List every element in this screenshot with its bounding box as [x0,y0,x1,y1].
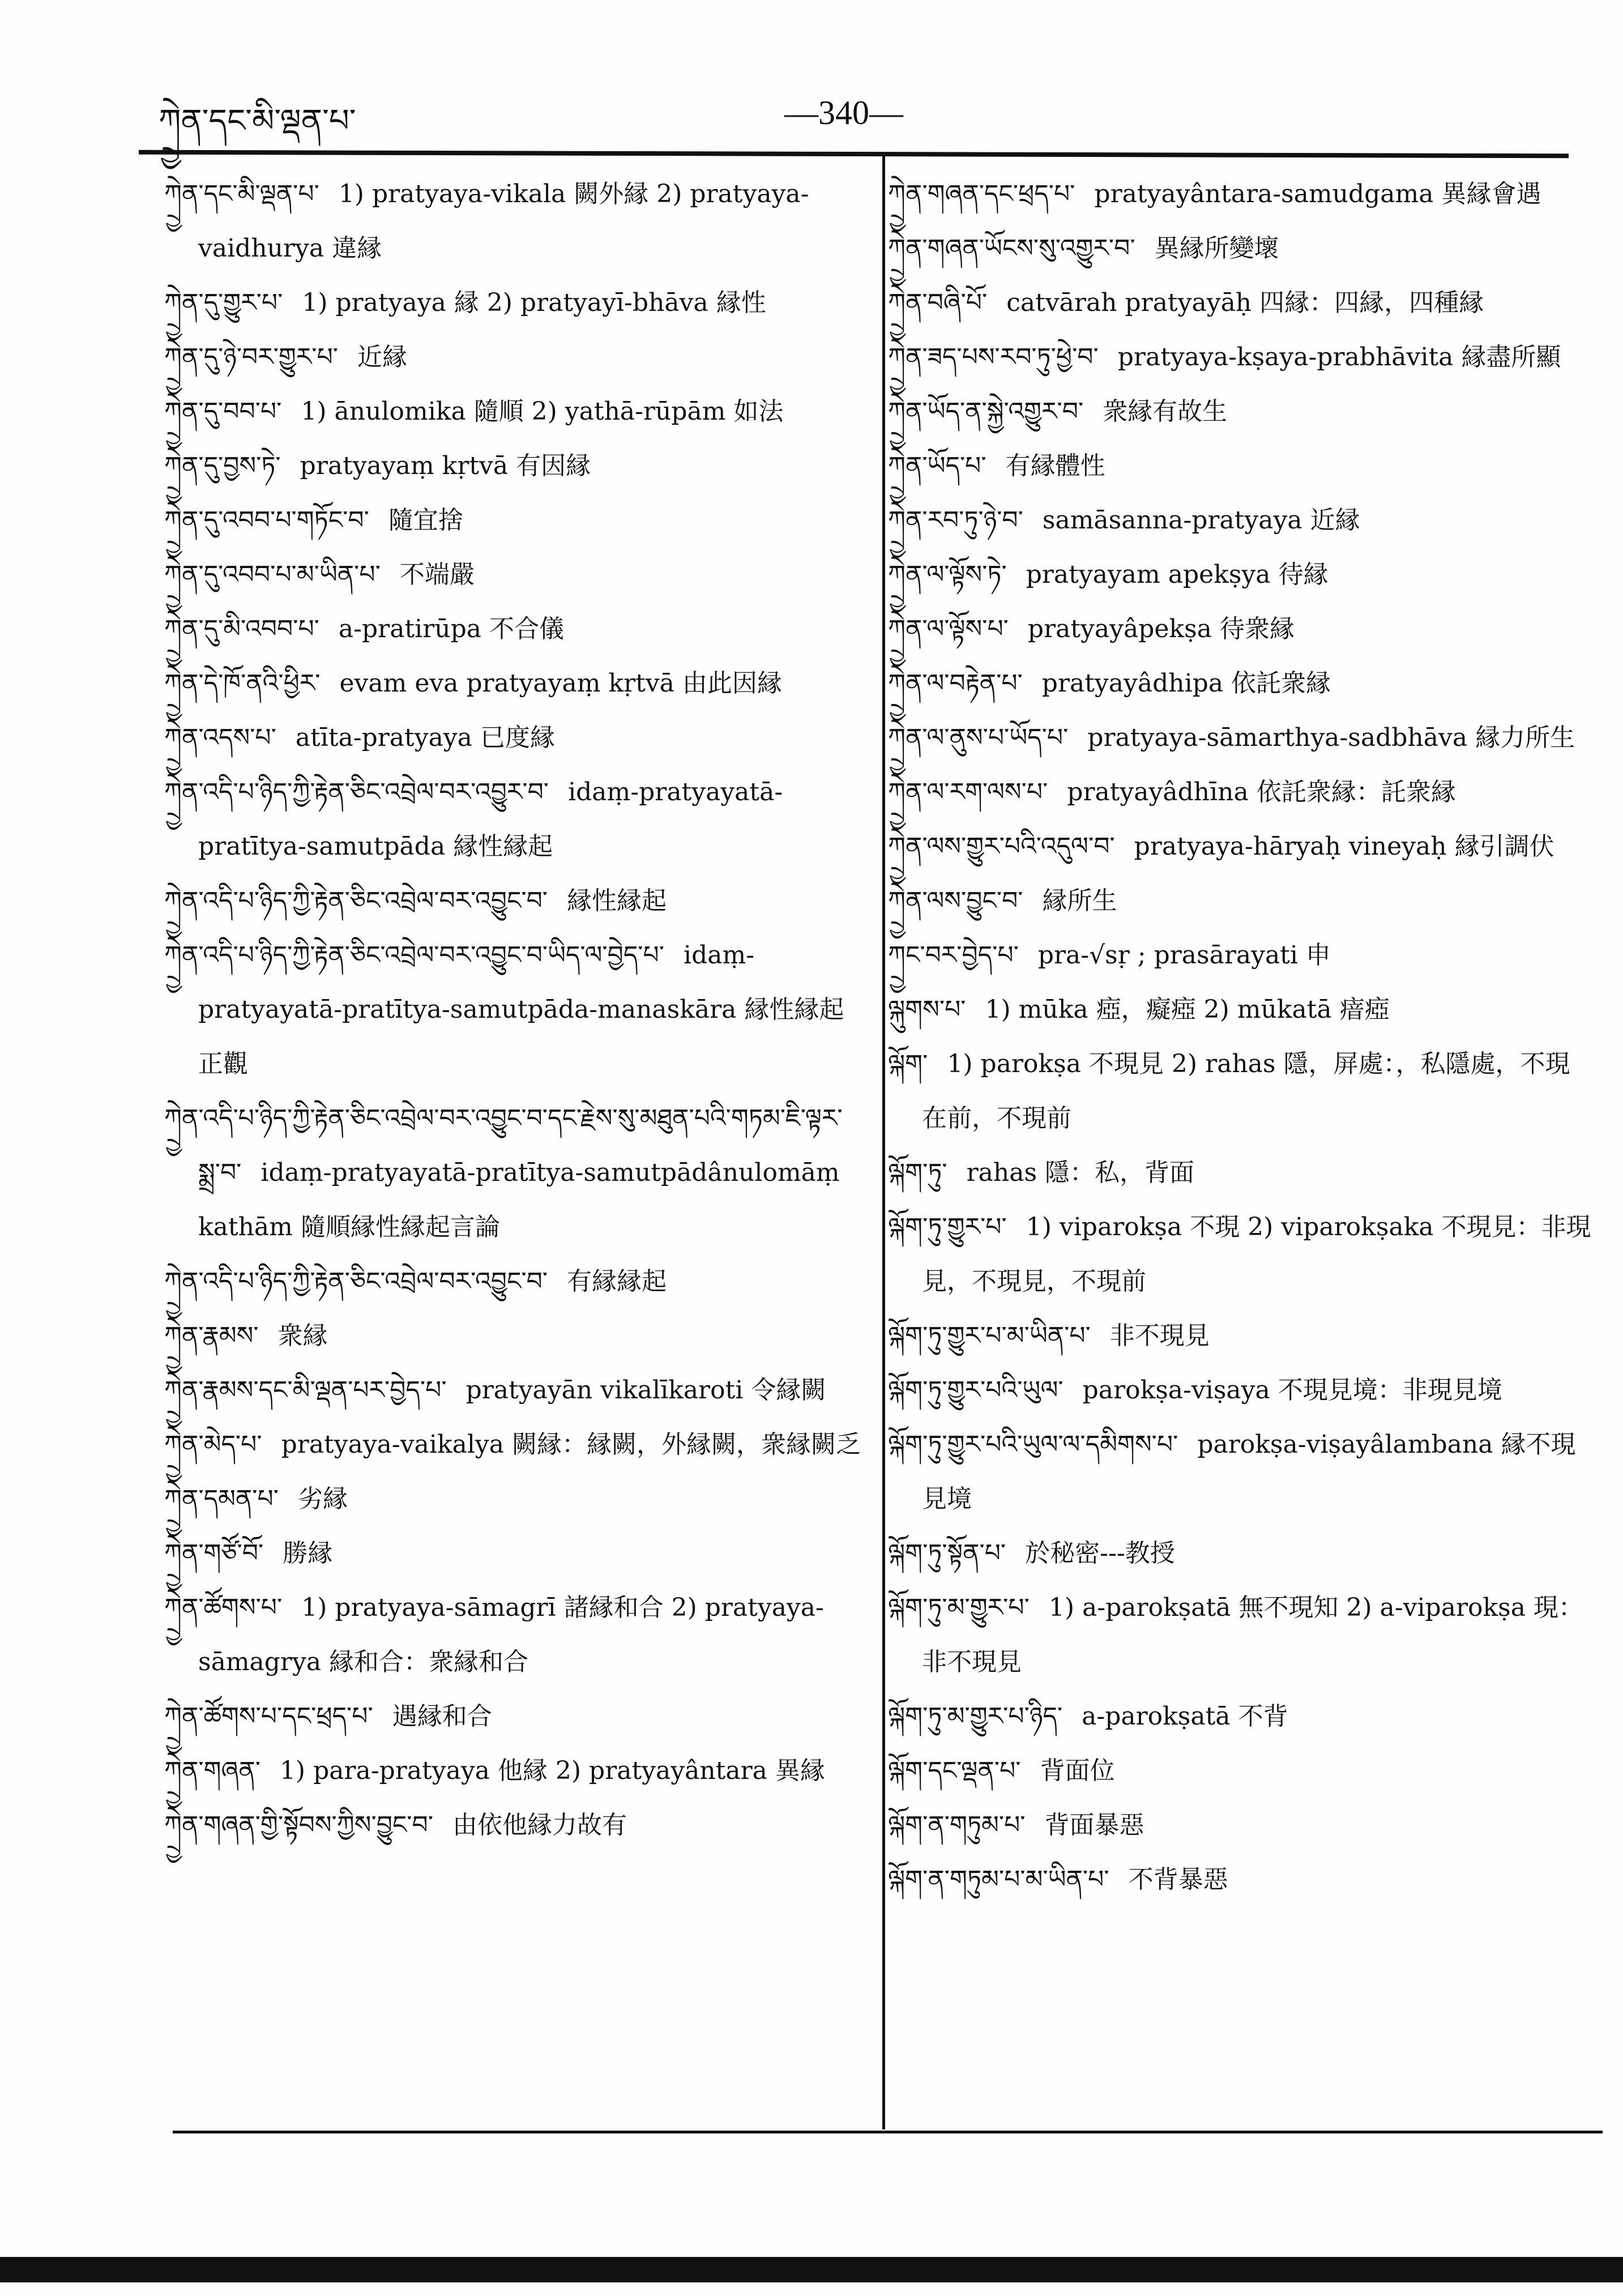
dictionary-entry [888,1798,1593,1853]
entry-headword: ཀྲྱེན་འདི་པ་ཉིད་ཀྱི་རྟེན་ཅིང་འབྲེལ་བར་འབྱུང་བ་ཡིད་ལ་བྱེད་པ་ [164,941,664,970]
dictionary-entry [164,167,861,276]
dictionary-entry [888,330,1593,385]
dictionary-entry [888,1526,1593,1581]
entry-definition: pra-√sṛ ; prasārayati 申 [1037,941,1331,970]
bottom-rule [173,2131,1603,2133]
page-number: —340— [784,94,903,131]
dictionary-entry [164,602,861,656]
dictionary-entry [888,548,1593,602]
entry-headword: ཀྲྱེན་དུ་འབབ་པ་གཏོང་བ་ [164,506,369,535]
entry-definition: parokṣa-viṣaya 不現見境：非現見境 [1082,1376,1502,1405]
entry-headword: ཀྲྱེན་མེད་པ་ [164,1430,262,1459]
entry-definition: pratyaya-sāmarthya-sadbhāva 縁力所生 [1087,723,1575,752]
entry-definition: pratyaya-vaikalya 闕縁：縁闕，外縁闕，衆縁闕乏 [281,1430,861,1459]
entry-definition: 1) para-pratyaya 他縁 2) pratyayântara 異縁 [279,1756,825,1785]
entry-headword: ཀྲྱེན་དུ་གྱུར་པ་ [164,288,283,317]
dictionary-entry [164,493,861,548]
entry-headword: ལྐོག་ན་གཏུམ་པ་ [888,1811,1026,1840]
entry-headword: ཀྲྱེན་ཟད་པས་རབ་ཏུ་ཕྱེ་བ་ [888,343,1099,372]
entry-headword: ལྐོག་ཏུ་གྱུར་པ་མ་ཡིན་པ་ [888,1321,1091,1350]
entry-definition: 隨宜捨 [388,506,463,535]
dictionary-entry [888,1689,1593,1744]
entry-definition: pratyaya-hāryaḥ vineyaḥ 縁引調伏 [1134,832,1554,861]
entry-headword: ཀྲྱེན་འདི་པ་ཉིད་ཀྱི་རྟེན་ཅིང་འབྲེལ་བར་འབྱུང་བ་ [164,1267,548,1296]
entry-definition: 1) pratyaya 縁 2) pratyayī-bhāva 縁性 [302,288,766,317]
entry-headword: ལྐོག་ཏུ་གྱུར་པ་ [888,1213,1007,1241]
entry-definition: catvārah pratyayāḥ 四縁：四縁，四種縁 [1006,288,1484,317]
dictionary-entry [164,439,861,493]
entry-headword: ཀྲྱེན་གཙོ་བོ་ [164,1539,264,1568]
dictionary-entry [888,1037,1593,1146]
entry-definition: evam eva pratyayaṃ kṛtvā 由此因縁 [339,669,782,698]
entry-definition: 劣縁 [297,1484,348,1513]
entry-headword: ཀྲྱང་བར་བྱེད་པ་ [888,941,1019,970]
entry-definition: a-parokṣatā 不背 [1082,1702,1288,1731]
dictionary-entry [164,765,861,874]
entry-headword: ཀྲྱེན་གཞན་ཡོངས་སུ་འགྱུར་བ་ [888,234,1135,263]
dictionary-entry [888,1363,1593,1418]
dictionary-entry [164,1581,861,1689]
entry-definition: 1) a-parokṣatā 無不現知 2) a-viparokṣa 現：非不現見 [922,1593,1583,1676]
entry-headword: ལྐོག་ཏུ་གྱུར་པའི་ཡུལ་ལ་དམིགས་པ་ [888,1430,1178,1459]
entry-headword: ཀྲྱེན་ལ་བརྟེན་པ་ [888,669,1023,698]
entry-definition: pratyayān vikalīkaroti 令縁闕 [465,1376,826,1405]
entry-headword: ཀྲྱེན་འདི་པ་ཉིད་ཀྱི་རྟེན་ཅིང་འབྲེལ་བར་འབྱུར་བ་ [164,778,549,806]
entry-definition: 有縁體性 [1005,451,1105,480]
entry-definition: 遇縁和合 [392,1702,492,1731]
entry-headword: ཀྲྱེན་འདི་པ་ཉིད་ཀྱི་རྟེན་ཅིང་འབྲེལ་བར་འབྱུང་བ་ [164,886,548,915]
dictionary-entry [888,983,1593,1037]
entry-headword: ཀྲྱེན་རྣམས་དང་མི་ལྡན་པར་བྱེད་པ་ [164,1376,447,1405]
right-column [888,167,1593,1907]
dictionary-entry [164,874,861,928]
entry-definition: 背面暴惡 [1044,1811,1144,1840]
entry-definition: pratyayâpekṣa 待衆縁 [1027,614,1295,643]
dictionary-entry [164,1798,861,1853]
entry-definition: idaṃ-pratyayatā-pratītya-samutpāda-manaskāra 縁性縁起正觀 [198,941,844,1078]
dictionary-entry [888,1146,1593,1200]
entry-headword: ཀྲྱེན་ལ་ལྟོས་པ་ [888,614,1009,643]
dictionary-entry [888,656,1593,711]
entry-headword: ཀྲྱེན་ལས་བྱུང་བ་ [888,886,1023,915]
entry-definition: 衆縁有故生 [1103,397,1228,426]
dictionary-entry [164,548,861,602]
entry-definition: pratyayaṃ kṛtvā 有因縁 [300,451,591,480]
dictionary-entry [164,330,861,385]
entry-definition: 縁性縁起 [567,886,667,915]
dictionary-entry [164,928,861,1091]
entry-headword: ཀྲྱེན་དང་མི་ལྡན་པ་ [164,180,319,208]
entry-headword: ཀྲྱེན་དུ་ཉེ་བར་གྱུར་པ་ [164,343,338,372]
entry-definition: atīta-pratyaya 已度縁 [295,723,555,752]
entry-definition: pratyayâdhīna 依託衆縁：託衆縁 [1067,778,1456,806]
dictionary-entry [888,765,1593,820]
dictionary-entry [888,493,1593,548]
entry-definition: 1) viparokṣa 不現 2) viparokṣaka 不現見：非現見，不現見，不現前 [922,1213,1591,1296]
dictionary-entry [164,1418,861,1472]
entry-headword: ཀྲྱེན་ལ་རག་ལས་པ་ [888,778,1048,806]
entry-headword: ཀྲྱེན་དུ་མི་འབབ་པ་ [164,614,319,643]
entry-headword: ལྐོག་ཏུ་མ་གྱུར་པ་ [888,1593,1030,1622]
entry-definition: a-pratirūpa 不合儀 [338,614,564,643]
bottom-scan-bar [0,2257,1623,2282]
entry-definition: idaṃ-pratyayatā-pratītya-samutpādânulomāṃ kathām 隨順縁性縁起言論 [198,1158,840,1241]
entry-definition: 於秘密---教授 [1025,1539,1175,1568]
entry-headword: ཀྲྱེན་འདས་པ་ [164,723,276,752]
entry-headword: ཀྲྱེན་ཡོད་པ་ [888,451,986,480]
entry-headword: ཀྲྱེན་དམན་པ་ [164,1484,279,1513]
entry-headword: ཀྲྱེན་ལས་གྱུར་པའི་འདུལ་བ་ [888,832,1115,861]
entry-headword: ཀྲྱེན་རབ་ཏུ་ཉེ་བ་ [888,506,1023,535]
entry-definition: pratyayâdhipa 依託衆縁 [1041,669,1331,698]
entry-headword: ལྐོག་ན་གཏུམ་པ་མ་ཡིན་པ་ [888,1865,1109,1894]
left-column [164,167,861,1853]
dictionary-entry [164,711,861,765]
dictionary-entry [164,1526,861,1581]
dictionary-entry [888,1581,1593,1689]
entry-definition: 由依他縁力故有 [452,1811,627,1840]
entry-definition: rahas 隱：私，背面 [966,1158,1195,1187]
entry-definition: pratyaya-kṣaya-prabhāvita 縁盡所顯 [1117,343,1561,372]
entry-headword: ལྐུགས་པ་ [888,995,966,1024]
entry-definition: 不端嚴 [399,560,475,589]
entry-headword: ཀྲྱེན་དུ་བྱས་ཏེ་ [164,451,281,480]
dictionary-entry [164,1254,861,1309]
entry-definition: 近縁 [357,343,407,372]
entry-headword: ཀྲྱེན་འདི་པ་ཉིད་ཀྱི་རྟེན་ཅིང་འབྲེལ་བར་འབྱུང་བ་དང་རྗེས་སུ་མཐུན་པའི་གཏམ་ཇི་ལྟར་སྨྲ་བ་ [164,1104,843,1187]
dictionary-entry [888,167,1593,221]
entry-headword: ཀྲྱེན་གཞན་ [164,1756,260,1785]
entry-definition: pratyayam apekṣya 待縁 [1026,560,1329,589]
entry-definition: pratyayântara-samudgama 異縁會遇 [1094,180,1541,208]
entry-headword: ཀྲྱེན་ཚོགས་པ་དང་ཕྲད་པ་ [164,1702,373,1731]
entry-definition: 1) pratyaya-sāmagrī 諸縁和合 2) pratyaya-sāmagrya 縁和合：衆縁和合 [198,1593,824,1676]
dictionary-entry [164,1309,861,1363]
entry-definition: 1) pratyaya-vikala 闕外縁 2) pratyaya-vaidhurya 違縁 [198,180,809,263]
dictionary-entry [164,1689,861,1744]
entry-definition: 縁所生 [1042,886,1117,915]
dictionary-entry [888,221,1593,276]
dictionary-entry [888,1200,1593,1309]
dictionary-entry [888,928,1593,983]
entry-headword: ལྐོག་ཏུ་གྱུར་པའི་ཡུལ་ [888,1376,1064,1405]
dictionary-entry [164,656,861,711]
entry-definition: parokṣa-viṣayâlambana 縁不現見境 [922,1430,1576,1513]
entry-definition: samāsanna-pratyaya 近縁 [1042,506,1360,535]
entry-definition: 背面位 [1040,1756,1115,1785]
entry-definition: idaṃ-pratyayatā-pratītya-samutpāda 縁性縁起 [198,778,783,861]
dictionary-entry [164,1091,861,1254]
dictionary-entry [164,1744,861,1798]
entry-headword: ཀྲྱེན་བཞི་པོ་ [888,288,988,317]
dictionary-entry [888,1418,1593,1526]
entry-headword: ལྐོག་ཏུ་སྟོན་པ་ [888,1539,1006,1568]
dictionary-entry [888,711,1593,765]
entry-definition: 非不現見 [1109,1321,1210,1350]
entry-headword: ལྐོག་ཏུ་མ་གྱུར་པ་ཉིད་ [888,1702,1063,1731]
entry-headword: ཀྲྱེན་ལ་ནུས་པ་ཡོད་པ་ [888,723,1069,752]
entry-headword: ལྐོག་ [888,1049,928,1078]
entry-definition: 1) mūka 瘂，癡瘂 2) mūkatā 瘖瘂 [985,995,1390,1024]
column-divider [882,153,885,2129]
entry-definition: 1) parokṣa 不現見 2) rahas 隱，屏處：，私隱處，不現在前，不現前 [922,1049,1570,1133]
entry-headword: ལྐོག་ཏུ་ [888,1158,947,1187]
entry-definition: 衆縁 [277,1321,328,1350]
dictionary-entry [888,1309,1593,1363]
dictionary-entry [164,1363,861,1418]
entry-headword: ཀྲྱེན་དེ་ཁོ་ནའི་ཕྱིར་ [164,669,321,698]
entry-definition: 1) ānulomika 隨順 2) yathā-rūpām 如法 [301,397,784,426]
entry-headword: ཀྲྱེན་ཚོགས་པ་ [164,1593,283,1622]
dictionary-entry [164,385,861,439]
entry-headword: ཀྲྱེན་རྣམས་ [164,1321,259,1350]
entry-definition: 有縁縁起 [567,1267,667,1296]
entry-headword: ཀྲྱེན་དུ་བབ་པ་ [164,397,282,426]
dictionary-entry [888,385,1593,439]
dictionary-entry [888,439,1593,493]
entry-definition: 異縁所變壞 [1154,234,1279,263]
entry-headword: ཀྲྱེན་ལ་ལྟོས་ཏེ་ [888,560,1007,589]
entry-definition: 勝縁 [283,1539,333,1568]
entry-definition: 不背暴惡 [1128,1865,1228,1894]
entry-headword: ལྐོག་དང་ལྡན་པ་ [888,1756,1021,1785]
dictionary-entry [888,276,1593,330]
dictionary-entry [888,1853,1593,1907]
entry-headword: ཀྲྱེན་གཞན་གྱི་སྟོབས་ཀྱིས་བྱུང་བ་ [164,1811,433,1840]
entry-headword: ཀྲྱེན་ཡོད་ན་སྐྱེ་འགྱུར་བ་ [888,397,1084,426]
dictionary-entry [888,820,1593,874]
dictionary-entry [888,874,1593,928]
dictionary-entry [164,1472,861,1526]
entry-headword: ཀྲྱེན་དུ་འབབ་པ་མ་ཡིན་པ་ [164,560,381,589]
dictionary-entry [888,602,1593,656]
running-title: ཀྲྱེན་དང་མི་ལྡན་པ་ [159,103,356,139]
dictionary-entry [164,276,861,330]
entry-headword: ཀྲྱེན་གཞན་དང་ཕྲད་པ་ [888,180,1075,208]
dictionary-entry [888,1744,1593,1798]
